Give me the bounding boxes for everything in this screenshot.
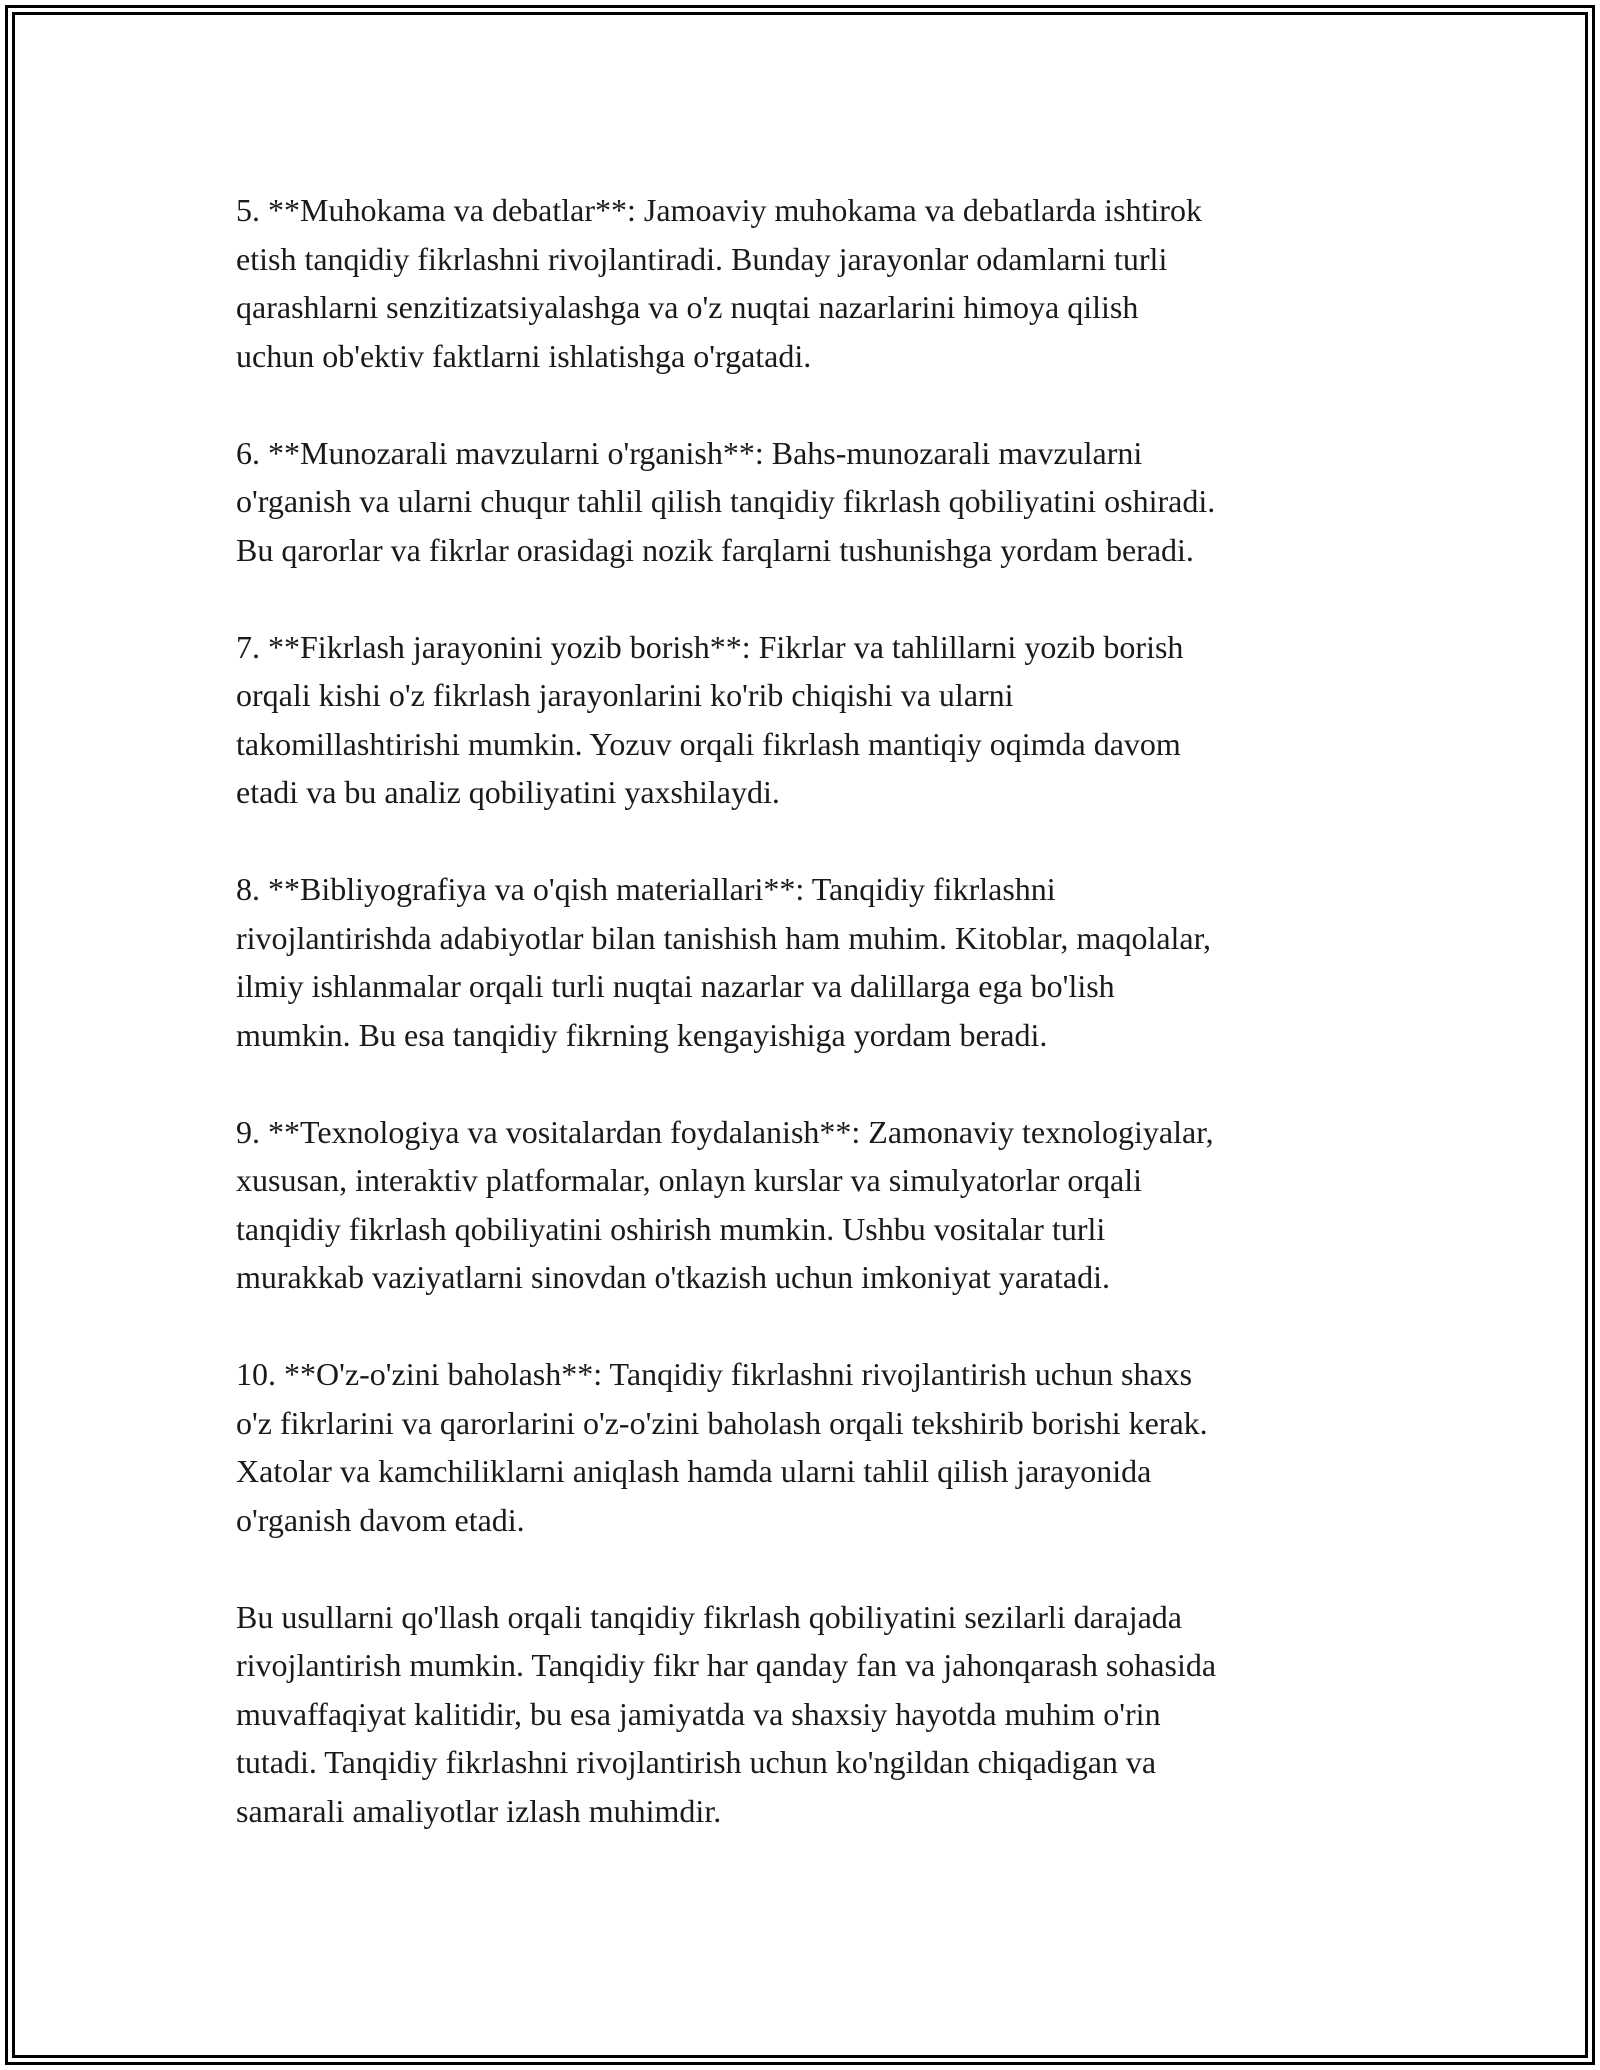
- paragraph-item-7: 7. **Fikrlash jarayonini yozib borish**: Fikrlar va tahlillarni yozib borish orqali kishi o'z fikrlash jarayonlarini ko'rib chiqishi va ularni takomillashtirishi mumkin. Yozuv orqali fikrlash mantiqiy oqimda davom etadi va bu analiz qobiliyatini yaxshilaydi.: [236, 628, 1184, 810]
- document-body: [236, 186, 1386, 1884]
- paragraph-item-5: 5. **Muhokama va debatlar**: Jamoaviy muhokama va debatlarda ishtirok etish tanqidiy fikrlashni rivojlantiradi. Bunday jarayonlar odamlarni turli qarashlarni senzitizatsiyalashga va o'z nuqtai nazarlarini himoya qilish uchun ob'ektiv faktlarni ishlatishga o'rgatadi.: [236, 192, 1202, 374]
- paragraph-item-10: 10. **O'z-o'zini baholash**: Tanqidiy fikrlashni rivojlantirish uchun shaxs o'z fikrlarini va qarorlarini o'z-o'zini baholash orqali tekshirib borishi kerak. Xatolar va kamchiliklarni aniqlash hamda ularni tahlil qilish jarayonida o'rganish davom etadi.: [236, 1356, 1208, 1538]
- paragraph-item-9: 9. **Texnologiya va vositalardan foydalanish**: Zamonaviy texnologiyalar, xususan, interaktiv platformalar, onlayn kurslar va simulyatorlar orqali tanqidiy fikrlash qobiliyatini oshirish mumkin. Ushbu vositalar turli murakkab vaziyatlarni sinovdan o'tkazish uchun imkoniyat yaratadi.: [236, 1113, 1214, 1295]
- paragraph-conclusion: Bu usullarni qo'llash orqali tanqidiy fikrlash qobiliyatini sezilarli darajada rivojlantirish mumkin. Tanqidiy fikr har qanday fan va jahonqarash sohasida muvaffaqiyat kalitidir, bu esa jamiyatda va shaxsiy hayotda muhim o'rin tutadi. Tanqidiy fikrlashni rivojlantirish uchun ko'ngildan chiqadigan va samarali amaliyotlar izlash muhimdir.: [236, 1598, 1217, 1829]
- paragraph-item-6: 6. **Munozarali mavzularni o'rganish**: Bahs-munozarali mavzularni o'rganish va ularni chuqur tahlil qilish tanqidiy fikrlash qobiliyatini oshiradi. Bu qarorlar va fikrlar orasidagi nozik farqlarni tushunishga yordam beradi.: [236, 434, 1216, 568]
- paragraph-item-8: 8. **Bibliyografiya va o'qish materiallari**: Tanqidiy fikrlashni rivojlantirishda adabiyotlar bilan tanishish ham muhim. Kitoblar, maqolalar, ilmiy ishlanmalar orqali turli nuqtai nazarlar va dalillarga ega bo'lish mumkin. Bu esa tanqidiy fikrning kengayishiga yordam beradi.: [236, 871, 1211, 1053]
